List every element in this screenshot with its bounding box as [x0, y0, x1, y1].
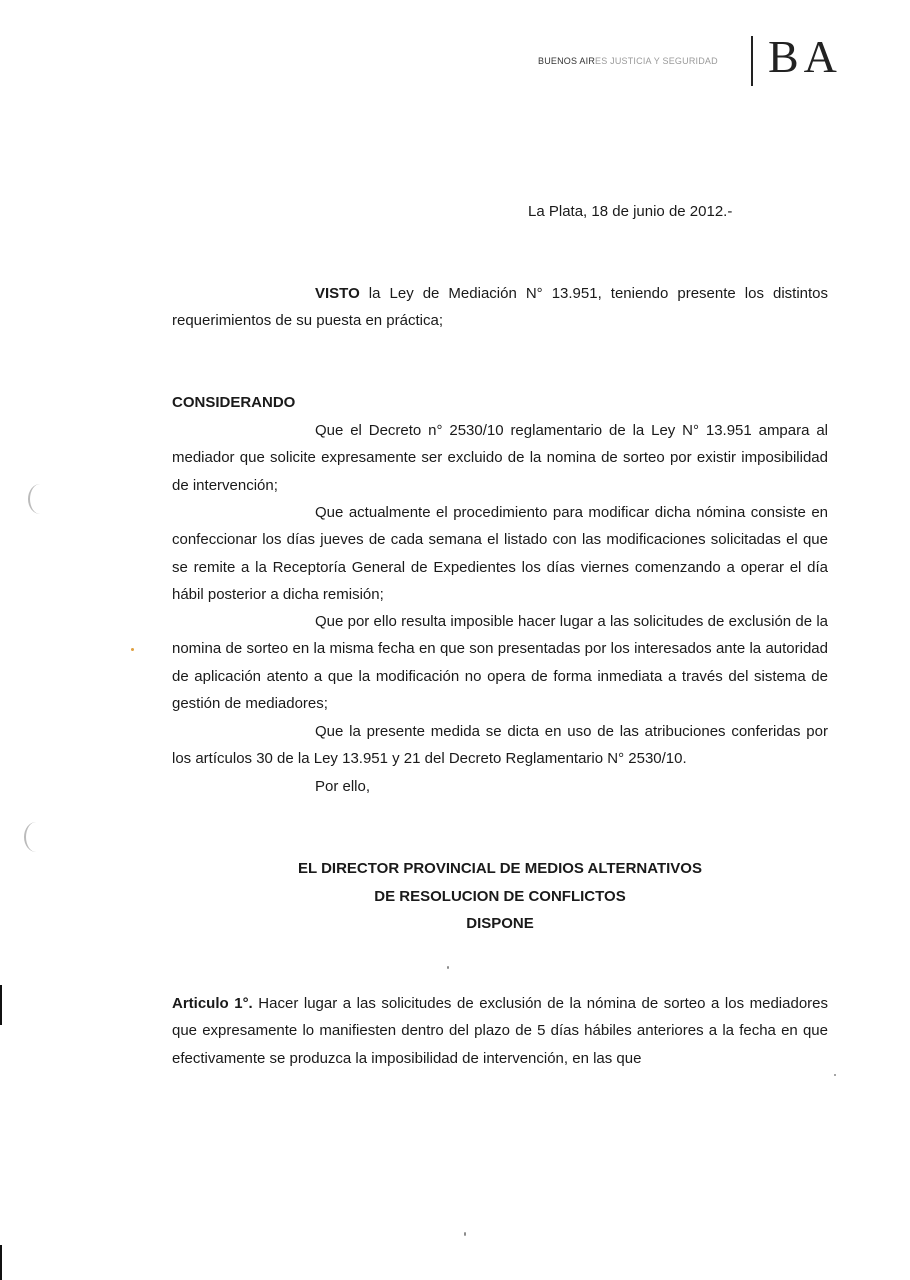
- ba-logo: BA: [768, 31, 842, 82]
- considerando-paragraph-3: Que por ello resulta imposible hacer lugar a las solicitudes de exclusión de la nomina de sorteo en la misma fecha en que son presentadas por los interesados ante la autoridad de aplicación atento a que la modificación no opera de forma inmediata a través del sistema de gestión de mediadores;: [172, 613, 828, 713]
- scan-speck: [447, 966, 449, 969]
- articulo-1-text: Hacer lugar a las solicitudes de exclusión de la nómina de sorteo a los mediadores que expresamente lo manifiesten dentro del plazo de 5 días hábiles anteriores a la fecha en que efectivamente se produzca la imposibilidad de intervención, en las que: [172, 995, 829, 1067]
- dispone-heading: [172, 855, 828, 938]
- dispone-line-2: DE RESOLUCION DE CONFLICTOS: [374, 887, 626, 905]
- dispone-line-1: EL DIRECTOR PROVINCIAL DE MEDIOS ALTERNATIVOS: [298, 860, 702, 877]
- scan-speck: [834, 1074, 836, 1076]
- header-organization-text: [538, 56, 718, 66]
- document-date: La Plata, 18 de junio de 2012.-: [528, 203, 733, 220]
- dispone-line-3: DISPONE: [466, 915, 534, 933]
- scan-speck: [131, 648, 134, 651]
- por-ello-text: Por ello,: [315, 778, 371, 795]
- considerando-paragraph-1: Que el Decreto n° 2530/10 reglamentario de la Ley N° 13.951 ampara al mediador que solicite expresamente ser excluido de la nomina de sorteo por existir imposibilidad de intervención;: [172, 422, 828, 494]
- binder-hole-mark-top: [28, 484, 52, 514]
- articulo-1-paragraph: [172, 990, 828, 1072]
- visto-text: la Ley de Mediación N° 13.951, teniendo presente los distintos requerimientos de su puesta en práctica;: [172, 285, 829, 330]
- considerando-paragraph-2: Que actualmente el procedimiento para modificar dicha nómina consiste en confeccionar los días jueves de cada semana el listado con las modificaciones solicitadas el que se remite a la Receptoría General de Expedientes los días viernes comenzando a operar el día hábil posterior a dicha remisión;: [172, 504, 828, 604]
- scan-edge-line: [0, 1245, 2, 1280]
- considerando-paragraph-4: Que la presente medida se dicta en uso de las atribuciones conferidas por los artículos 30 de la Ley 13.951 y 21 del Decreto Reglamentario N° 2530/10.: [172, 723, 828, 768]
- header-divider: [751, 36, 753, 86]
- scan-edge-line: [0, 985, 2, 1025]
- visto-label: VISTO: [315, 285, 360, 302]
- binder-hole-mark-bottom: [24, 822, 48, 852]
- header-org-primary: BUENOS AIR: [538, 56, 596, 66]
- scan-speck: [464, 1232, 466, 1236]
- visto-paragraph: [172, 280, 828, 335]
- considerando-heading: CONSIDERANDO: [172, 394, 296, 411]
- header-org-secondary: ES JUSTICIA Y SEGURIDAD: [595, 56, 718, 66]
- articulo-1-label: Articulo 1°.: [172, 995, 253, 1012]
